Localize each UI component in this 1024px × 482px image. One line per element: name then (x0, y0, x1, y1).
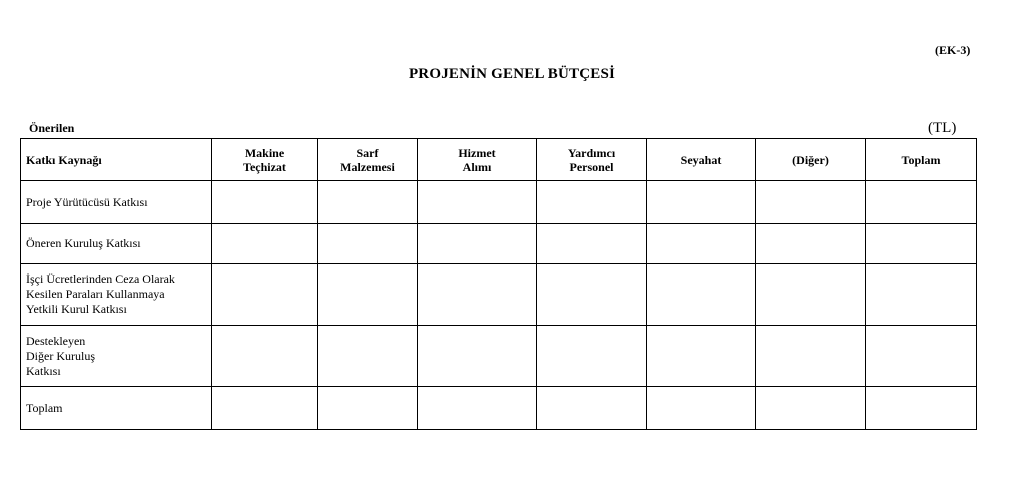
table-cell (647, 224, 756, 264)
header-sarf-malzemesi: Sarf Malzemesi (318, 139, 418, 181)
table-cell (318, 181, 418, 224)
table-cell (756, 224, 866, 264)
proposed-label: Önerilen (29, 121, 75, 135)
table-cell (647, 181, 756, 224)
table-cell (866, 387, 977, 430)
table-cell (537, 387, 647, 430)
currency-label: (TL) (928, 120, 957, 136)
header-seyahat: Seyahat (647, 139, 756, 181)
table-cell (318, 387, 418, 430)
table-cell (418, 181, 537, 224)
table-row (21, 224, 977, 264)
row-label: Toplam (21, 387, 212, 430)
table-cell (212, 224, 318, 264)
table-cell (756, 326, 866, 387)
table-cell (647, 387, 756, 430)
table-cell (537, 224, 647, 264)
table-cell (418, 224, 537, 264)
header-toplam: Toplam (866, 139, 977, 181)
table-row (21, 387, 977, 430)
row-label: İşçi Ücretlerinden Ceza Olarak Kesilen Paraları Kullanmaya Yetkili Kurul Katkısı (21, 264, 212, 326)
page-title: PROJENİN GENEL BÜTÇESİ (408, 66, 616, 82)
table-cell (647, 326, 756, 387)
table-cell (756, 181, 866, 224)
table-row (21, 181, 977, 224)
table-cell (756, 387, 866, 430)
row-label: Öneren Kuruluş Katkısı (21, 224, 212, 264)
budget-table (20, 138, 977, 430)
header-yardimci-personel: Yardımcı Personel (537, 139, 647, 181)
table-cell (318, 326, 418, 387)
header-diger: (Diğer) (756, 139, 866, 181)
table-cell (866, 181, 977, 224)
table-cell (866, 224, 977, 264)
table-cell (318, 224, 418, 264)
table-cell (647, 264, 756, 326)
table-cell (537, 264, 647, 326)
table-cell (537, 181, 647, 224)
annex-label: (EK-3) (935, 43, 971, 57)
table-header-row (21, 139, 977, 181)
header-makine-techizat: Makine Teçhizat (212, 139, 318, 181)
header-hizmet-alimi: Hizmet Alımı (418, 139, 537, 181)
table-row (21, 264, 977, 326)
row-label: Destekleyen Diğer Kuruluş Katkısı (21, 326, 212, 387)
table-cell (212, 387, 318, 430)
table-row (21, 326, 977, 387)
table-cell (866, 264, 977, 326)
table-cell (756, 264, 866, 326)
header-katki-kaynagi: Katkı Kaynağı (21, 139, 212, 181)
table-cell (866, 326, 977, 387)
table-cell (212, 181, 318, 224)
table-cell (212, 264, 318, 326)
table-cell (418, 264, 537, 326)
table-cell (418, 326, 537, 387)
table-cell (318, 264, 418, 326)
row-label: Proje Yürütücüsü Katkısı (21, 181, 212, 224)
table-cell (537, 326, 647, 387)
table-cell (418, 387, 537, 430)
table-cell (212, 326, 318, 387)
